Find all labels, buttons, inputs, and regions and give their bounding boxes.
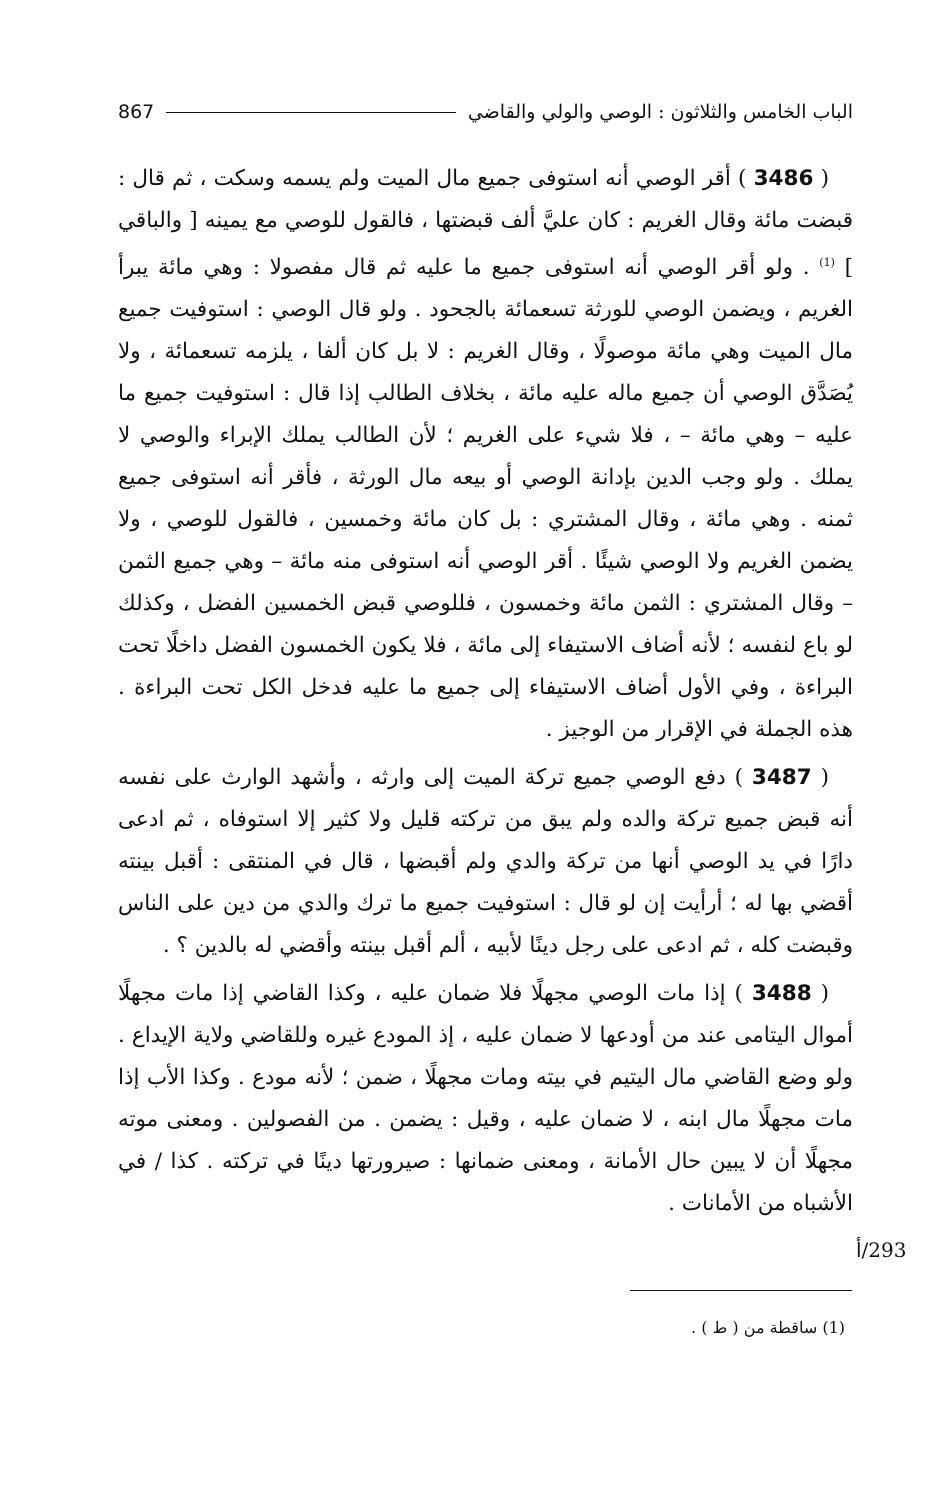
header-rule xyxy=(166,112,456,113)
paragraph-text: أقر الوصي أنه استوفى جميع مال الميت ولم يسمه وسكت ، ثم قال : قبضت مائة وقال الغريم : كان عليَّ ألف قبضتها ، فالقول للوصي مع يمينه [ والباقي ] xyxy=(118,166,853,281)
paragraph-number: 3488 xyxy=(751,981,812,1007)
footnote-reference: (1) xyxy=(819,256,835,269)
footnote: (1) ساقطة من ( ط ) . xyxy=(691,1318,845,1337)
paragraph-number: 3486 xyxy=(753,166,814,191)
paragraph-text: . ولو أقر الوصي أنه استوفى جميع ما عليه ثم قال مفصولا : وهي مائة يبرأ الغريم ، ويضمن الوصي للورثة تسعمائة بالجحود . ولو قال الوصي : استوفيت جميع مال الميت وهي مائة موصولًا ، وقال الغريم : لا بل كان ألفا ، يلزمه تسعمائة ، ولا يُصَدَّق الوصي أن جميع ماله عليه مائة ، بخلاف الطالب إذا قال : استوفيت جميع ما عليه – وهي مائة – ، فلا شيء على الغريم ؛ لأن الطالب يملك الإبراء والوصي لا يملك . ولو وجب الدين بإدانة الوصي أو بيعه مال الورثة ، فأقر أنه استوفى جميع ثمنه . وهي مائة ، وقال المشتري : بل كان مائة وخمسين ، فالقول للوصي ، ولا يضمن الغريم ولا الوصي شيئًا . أقر الوصي أنه استوفى منه مائة – وهي جميع الثمن – وقال المشتري : الثمن مائة وخمسون ، فللوصي قبض الخمسين الفضل ، وكذلك لو باع لنفسه ؛ لأنه أضاف الاستيفاء إلى مائة ، فلا يكون الخمسون الفضل داخلًا تحت البراءة ، وفي الأول أضاف الاستيفاء إلى جميع ما عليه فدخل الكل تحت البراءة . هذه الجملة في الإقرار من الوجيز . xyxy=(118,255,853,743)
paragraph-text: إذا مات الوصي مجهلًا فلا ضمان عليه ، وكذا القاضي إذا مات مجهلًا أموال اليتامى عند من أودعها لا ضمان عليه ، إذ المودع غيره وللقاضي ولاية الإيداع . ولو وضع القاضي مال اليتيم في بيته ومات مجهلًا ، ضمن ؛ لأنه مودع . وكذا الأب إذا مات مجهلًا مال ابنه ، لا ضمان عليه ، وقيل : يضمن . من الفصولين . ومعنى موته مجهلًا أن لا يبين حال الأمانة ، ومعنى ضمانها : صيرورتها دينًا في تركته . كذا / في الأشباه من الأمانات . xyxy=(118,981,853,1217)
paragraph-3487: ( 3487 ) دفع الوصي جميع تركة الميت إلى وارثه ، وأشهد الوارث على نفسه أنه قبض جميع تركة والده ولم يبق من تركته قليل ولا كثير إلا استوفاه ، ثم ادعى دارًا في يد الوصي أنها من تركة والدي ولم أقبضها ، قال في المنتقى : أقبل بينته أقضي بها له ؛ أرأيت إن لو قال : استوفيت جميع ما ترك والدي من دين على الناس وقبضت كله ، ثم ادعى على رجل دينًا لأبيه ، ألم أقبل بينته وأقضي له بالدين ؟ . xyxy=(118,765,853,959)
chapter-title: الباب الخامس والثلاثون : الوصي والولي والقاضي xyxy=(467,101,853,123)
paragraph-3488: ( 3488 ) إذا مات الوصي مجهلًا فلا ضمان عليه ، وكذا القاضي إذا مات مجهلًا أموال اليتامى عند من أودعها لا ضمان عليه ، إذ المودع غيره وللقاضي ولاية الإيداع . ولو وضع القاضي مال اليتيم في بيته ومات مجهلًا ، ضمن ؛ لأنه مودع . وكذا الأب إذا مات مجهلًا مال ابنه ، لا ضمان عليه ، وقيل : يضمن . من الفصولين . ومعنى موته مجهلًا أن لا يبين حال الأمانة ، ومعنى ضمانها : صيرورتها دينًا في تركته . كذا / في الأشباه من الأمانات . xyxy=(118,981,853,1217)
paragraph-text: دفع الوصي جميع تركة الميت إلى وارثه ، وأشهد الوارث على نفسه أنه قبض جميع تركة والده ولم يبق من تركته قليل ولا كثير إلا استوفاه ، ثم ادعى دارًا في يد الوصي أنها من تركة والدي ولم أقبضها ، قال في المنتقى : أقبل بينته أقضي بها له ؛ أرأيت إن لو قال : استوفيت جميع ما ترك والدي من دين على الناس وقبضت كله ، ثم ادعى على رجل دينًا لأبيه ، ألم أقبل بينته وأقضي له بالدين ؟ . xyxy=(118,765,853,959)
page-number: 867 xyxy=(118,101,155,123)
footnote-separator xyxy=(630,1290,852,1291)
folio-marker: 293/أ xyxy=(856,1238,907,1262)
main-text xyxy=(118,158,853,1225)
paragraph-number: 3487 xyxy=(751,765,812,791)
running-header xyxy=(118,92,853,132)
paragraph-3486: ( 3486 ) أقر الوصي أنه استوفى جميع مال الميت ولم يسمه وسكت ، ثم قال : قبضت مائة وقال الغريم : كان عليَّ ألف قبضتها ، فالقول للوصي مع يمينه [ والباقي ] $^{(1)}$ . ولو أقر الوصي أنه استوفى جميع ما عليه ثم قال مفصولا : وهي مائة يبرأ الغريم ، ويضمن الوصي للورثة تسعمائة بالجحود . ولو قال الوصي : استوفيت جميع مال الميت وهي مائة موصولًا ، وقال الغريم : لا بل كان ألفا ، يلزمه تسعمائة ، ولا يُصَدَّق الوصي أن جميع ماله عليه مائة ، بخلاف الطالب إذا قال : استوفيت جميع ما عليه – وهي مائة – ، فلا شيء على الغريم ؛ لأن الطالب يملك الإبراء والوصي لا يملك . ولو وجب الدين بإدانة الوصي أو بيعه مال الورثة ، فأقر أنه استوفى جميع ثمنه . وهي مائة ، وقال المشتري : بل كان مائة وخمسين ، فالقول للوصي ، ولا يضمن الغريم ولا الوصي شيئًا . أقر الوصي أنه استوفى منه مائة – وهي جميع الثمن – وقال المشتري : الثمن مائة وخمسون ، فللوصي قبض الخمسين الفضل ، وكذلك لو باع لنفسه ؛ لأنه أضاف الاستيفاء إلى مائة ، فلا يكون الخمسون الفضل داخلًا تحت البراءة ، وفي الأول أضاف الاستيفاء إلى جميع ما عليه فدخل الكل تحت البراءة . هذه الجملة في الإقرار من الوجيز . xyxy=(118,166,853,743)
